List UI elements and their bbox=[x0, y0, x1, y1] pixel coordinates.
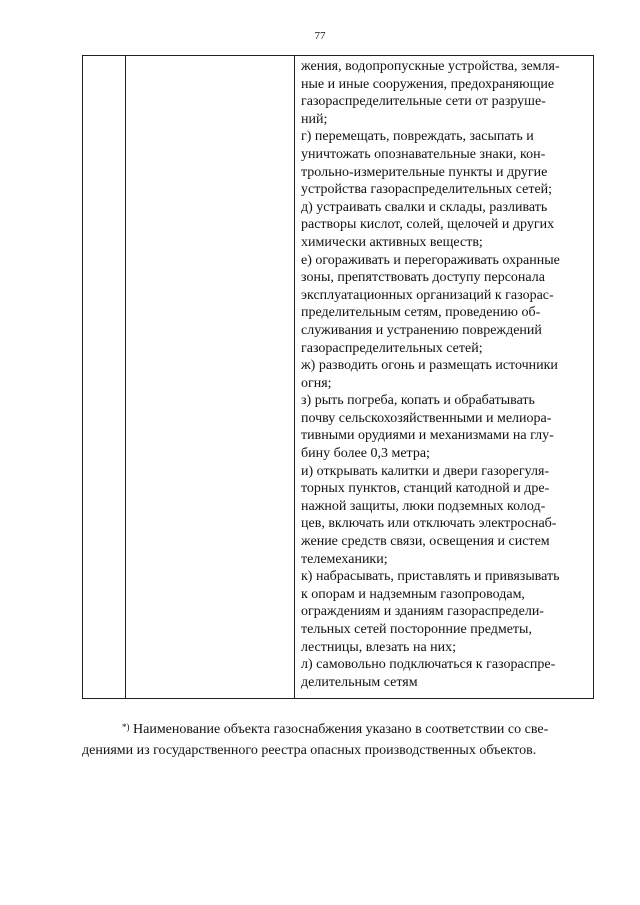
text-line: огня; bbox=[301, 375, 332, 391]
text-line: газораспределительных сетей; bbox=[301, 340, 483, 356]
table-cell-text bbox=[295, 56, 594, 699]
text-line: д) устраивать свалки и склады, разливать bbox=[301, 199, 548, 215]
text-line: уничтожать опознавательные знаки, кон- bbox=[301, 146, 546, 162]
text-line: з) рыть погреба, копать и обрабатывать bbox=[301, 393, 535, 409]
text-line: ж) разводить огонь и размещать источники bbox=[301, 358, 558, 374]
text-line: г) перемещать, повреждать, засыпать и bbox=[301, 129, 534, 145]
text-line: почву сельскохозяйственными и мелиора- bbox=[301, 410, 552, 426]
text-line: трольно-измерительные пункты и другие bbox=[301, 164, 548, 180]
text-line: жения, водопропускные устройства, земля- bbox=[301, 59, 560, 74]
text-line: и) открывать калитки и двери газорегуля- bbox=[301, 463, 550, 479]
text-line: телемеханики; bbox=[301, 551, 388, 567]
text-line: служивания и устранению повреждений bbox=[301, 322, 542, 338]
text-line: тивными орудиями и механизмами на глу- bbox=[301, 428, 554, 444]
footnote bbox=[82, 719, 590, 761]
text-line: тельных сетей посторонние предметы, bbox=[301, 622, 532, 637]
text-line: пределительным сетям, проведению об- bbox=[301, 305, 541, 321]
text-line: делительным сетям bbox=[301, 674, 418, 690]
text-line: цев, включать или отключать электроснаб- bbox=[301, 516, 557, 532]
footnote-line-1 bbox=[82, 719, 590, 740]
text-line: ний; bbox=[301, 111, 328, 127]
text-line: ные и иные сооружения, предохраняющие bbox=[301, 76, 555, 92]
restrictions-text bbox=[295, 56, 593, 691]
text-line: ограждениям и зданиям газораспредели- bbox=[301, 604, 544, 620]
text-line: химически активных веществ; bbox=[301, 234, 483, 250]
footnote-text-1: Наименование объекта газоснабжения указано в соответствии со све- bbox=[133, 722, 549, 737]
text-line: бину более 0,3 метра; bbox=[301, 446, 430, 462]
text-line: зоны, препятствовать доступу персонала bbox=[301, 270, 545, 286]
text-line: е) огораживать и перегораживать охранные bbox=[301, 252, 560, 268]
text-line: растворы кислот, солей, щелочей и других bbox=[301, 217, 555, 233]
table-row bbox=[83, 56, 594, 699]
page-number: 77 bbox=[314, 30, 326, 42]
table-cell-number bbox=[83, 56, 126, 699]
requirements-table bbox=[82, 55, 594, 699]
footnote-marker: *) bbox=[122, 722, 130, 732]
table-cell-item bbox=[126, 56, 295, 699]
text-line: к опорам и надземным газопроводам, bbox=[301, 586, 525, 602]
text-line: устройства газораспределительных сетей; bbox=[301, 182, 553, 198]
text-line: газораспределительные сети от разруше- bbox=[301, 94, 546, 110]
text-line: эксплуатационных организаций к газорас- bbox=[301, 287, 554, 303]
footnote-line-2: дениями из государственного реестра опасных производственных объектов. bbox=[82, 743, 537, 758]
text-line: к) набрасывать, приставлять и привязывать bbox=[301, 569, 560, 585]
text-line: нажной защиты, люки подземных колод- bbox=[301, 498, 546, 514]
text-line: лестницы, влезать на них; bbox=[301, 639, 457, 655]
text-line: л) самовольно подключаться к газораспре- bbox=[301, 657, 556, 673]
text-line: жение средств связи, освещения и систем bbox=[301, 534, 550, 550]
text-line: торных пунктов, станций катодной и дре- bbox=[301, 481, 550, 497]
